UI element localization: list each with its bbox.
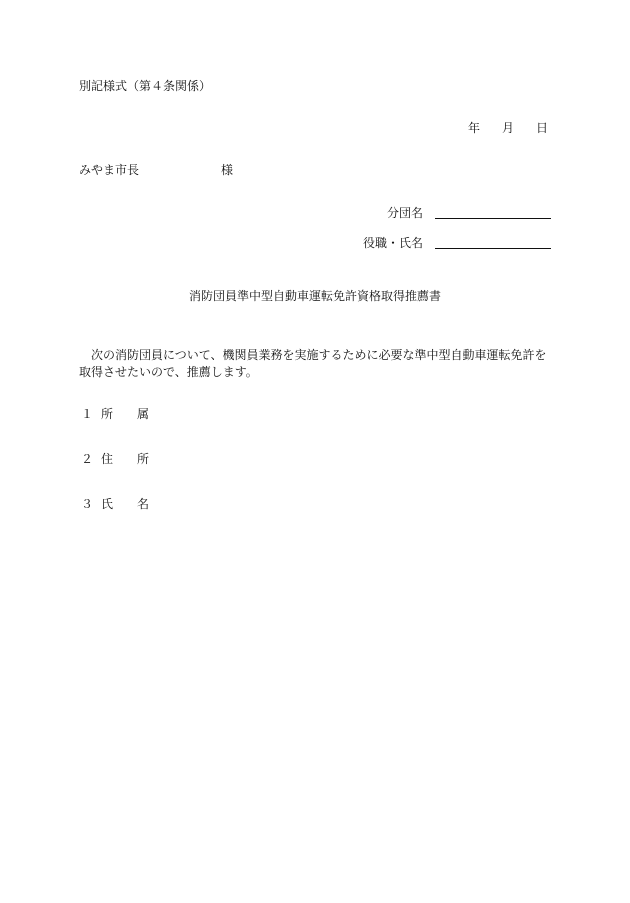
branch-blank-line <box>435 206 551 219</box>
item-label-a: 氏 <box>101 497 114 511</box>
date-month: 月 <box>501 121 514 135</box>
item-label-b: 名 <box>137 497 150 511</box>
date-line <box>468 122 548 134</box>
role-name-label: 役職・氏名 <box>362 236 423 250</box>
addressee <box>79 164 233 176</box>
date-day: 日 <box>535 121 548 135</box>
item-number: １ <box>81 407 94 421</box>
item-number: ３ <box>81 497 94 511</box>
signature-branch-row <box>387 206 551 219</box>
item-label-a: 住 <box>101 452 114 466</box>
form-reference: 別記様式（第４条関係） <box>79 79 212 93</box>
item-label-a: 所 <box>101 407 114 421</box>
document-title: 消防団員準中型自動車運転免許資格取得推薦書 <box>188 289 441 303</box>
branch-label: 分団名 <box>386 206 423 220</box>
list-item-affiliation <box>81 408 149 420</box>
date-year: 年 <box>467 121 480 135</box>
addressee-name: みやま市長 <box>79 163 140 177</box>
list-item-address <box>81 453 149 465</box>
role-name-blank-line <box>435 236 551 249</box>
signature-role-row <box>363 236 551 249</box>
item-number: ２ <box>81 452 94 466</box>
body-paragraph: 次の消防団員について、機関員業務を実施するために必要な準中型自動車運転免許を取得させたいので、推薦します。 <box>79 348 547 379</box>
addressee-honorific: 様 <box>221 163 234 177</box>
list-item-name <box>81 498 149 510</box>
item-label-b: 属 <box>137 407 150 421</box>
item-label-b: 所 <box>137 452 150 466</box>
